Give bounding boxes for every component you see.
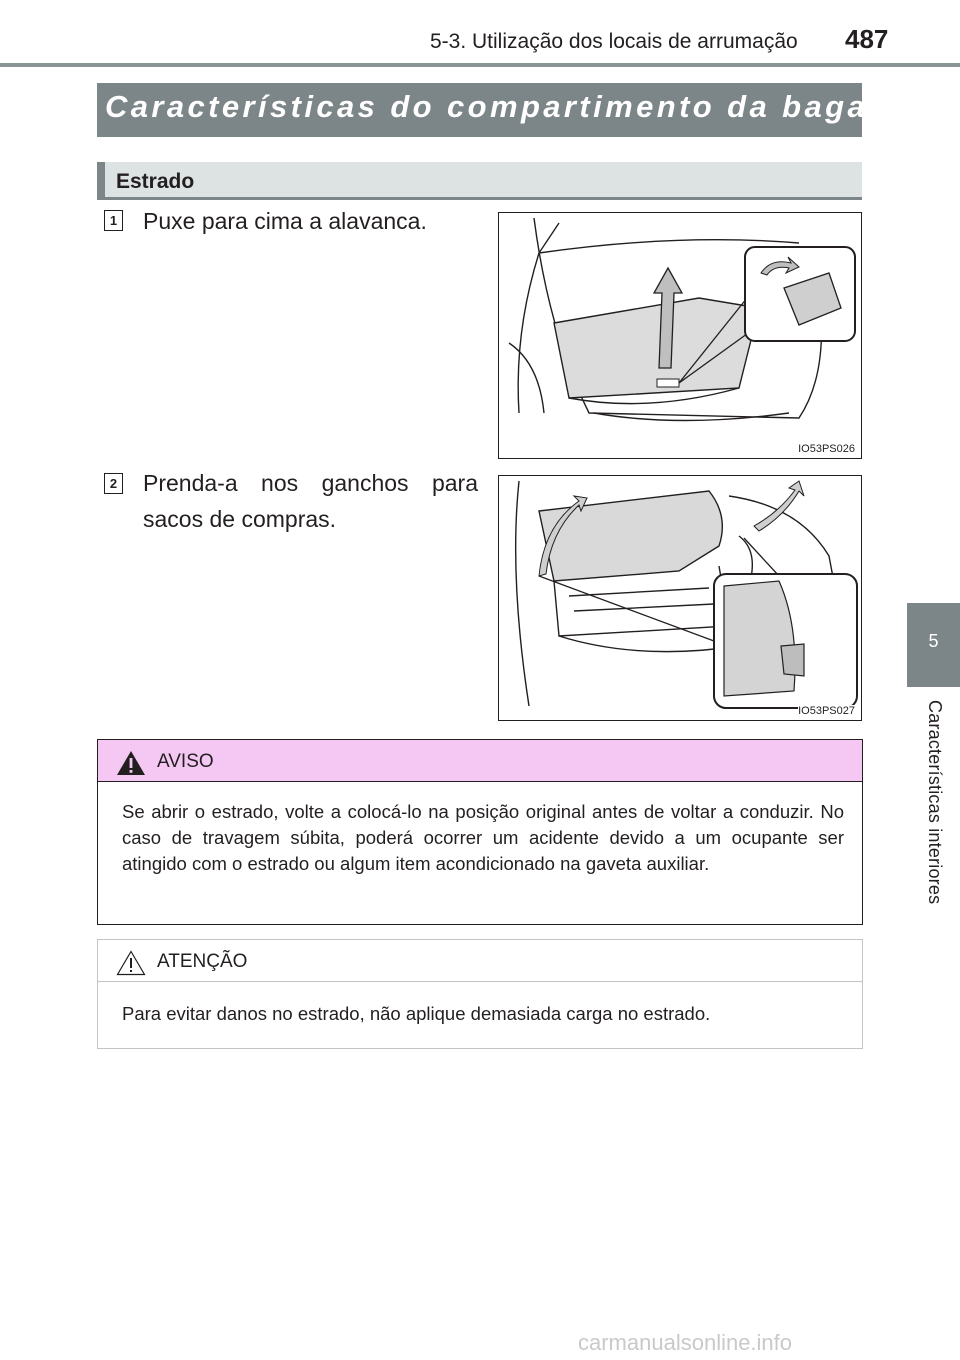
watermark: carmanualsonline.info (578, 1330, 793, 1355)
running-header: 5-3. Utilização dos locais de arrumação (430, 30, 798, 53)
page-number: 487 (845, 24, 889, 54)
chapter-tab[interactable] (907, 603, 960, 687)
step-1-number: 1 (104, 210, 123, 231)
figure-shopping-hooks (498, 475, 862, 721)
header-rule (0, 63, 960, 67)
caution-header (98, 940, 862, 982)
subheading-accent-bar (97, 162, 105, 200)
step-1-text: Puxe para cima a alavanca. (143, 208, 427, 234)
warning-triangle-icon (116, 750, 146, 776)
warning-header (98, 740, 862, 782)
caution-title: ATENÇÃO (157, 951, 248, 972)
step-2-text-line1: Prenda-a nos ganchos para (143, 470, 478, 496)
warning-body: Se abrir o estrado, volte a colocá-lo na posição original antes de voltar a conduzir. No caso de travagem súbita, poderá ocorrer um acidente devido a um ocupante ser atingido com o estrado ou algum item acondicionado na gaveta auxiliar. (122, 801, 844, 874)
chapter-label: Características interiores (925, 700, 945, 905)
trunk-hooks-illustration (499, 476, 861, 720)
caution-box (97, 939, 863, 1049)
step-2-number: 2 (104, 473, 123, 494)
subheading-underline (97, 197, 862, 200)
figure-lift-lever (498, 212, 862, 459)
trunk-lever-illustration (499, 213, 861, 458)
step-2-text-line2: sacos de compras. (143, 506, 337, 532)
figure-id: IO53PS027 (798, 705, 855, 717)
chapter-number: 5 (928, 631, 939, 651)
warning-box (97, 739, 863, 925)
section-banner (97, 83, 943, 137)
caution-triangle-icon (116, 950, 146, 976)
section-title: Características do compartimento da bagagem (105, 89, 943, 124)
subsection-heading (97, 162, 862, 200)
warning-title: AVISO (157, 751, 214, 772)
figure-id: IO53PS026 (798, 443, 855, 455)
caution-body: Para evitar danos no estrado, não aplique demasiada carga no estrado. (122, 1003, 711, 1024)
subsection-title: Estrado (116, 170, 195, 193)
